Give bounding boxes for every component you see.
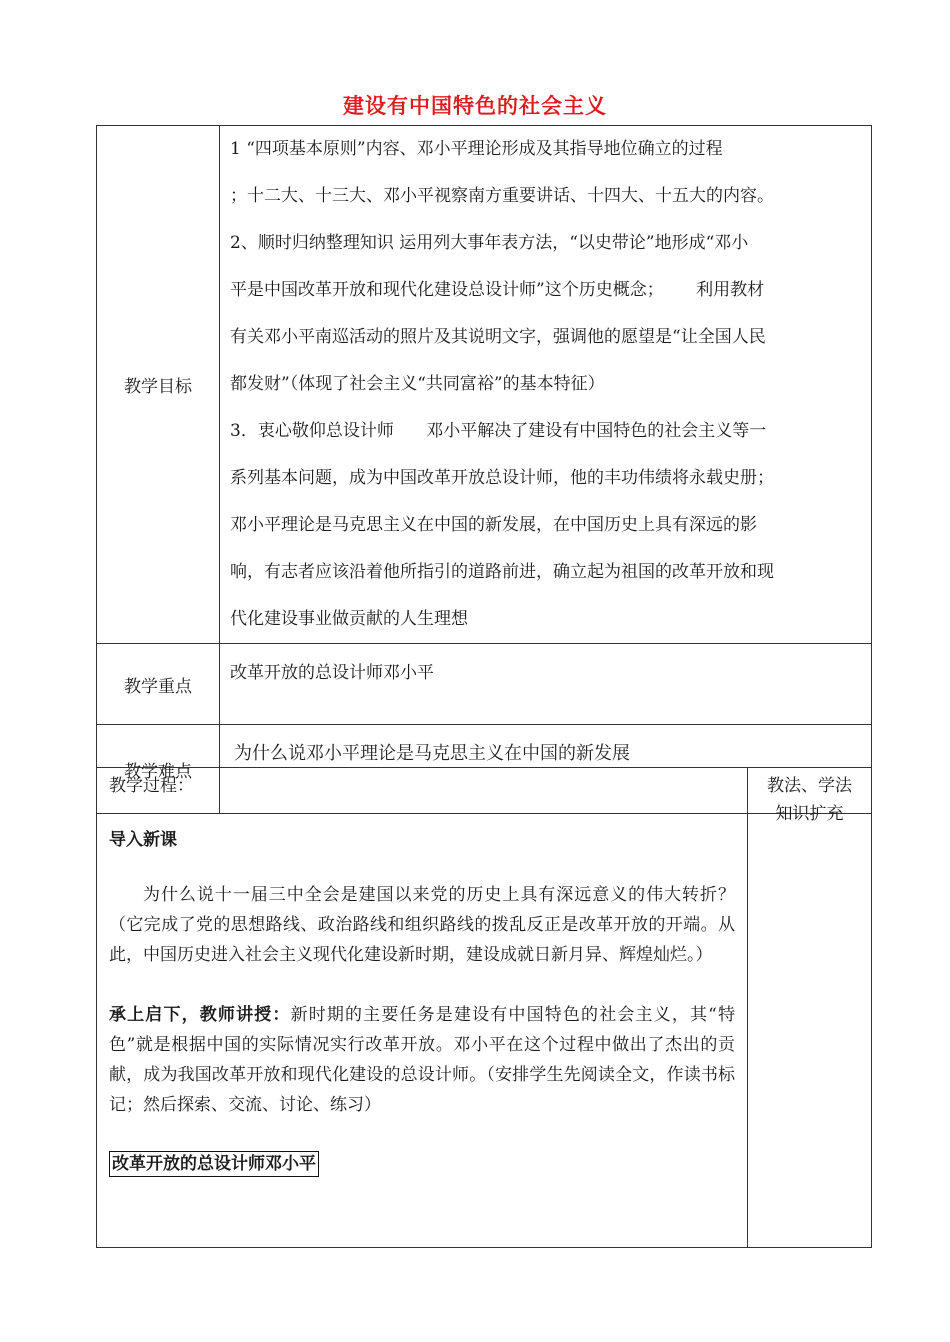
intro-title: 导入新课 [109,830,177,850]
section-title: 改革开放的总设计师邓小平 [109,1151,319,1177]
objectives-table [96,125,872,814]
objectives-line: 平是中国改革开放和现代化建设总设计师”这个历史概念； 利用教材 [230,280,765,300]
objectives-label: 教学目标 [97,126,220,644]
objectives-line: 都发财”（体现了社会主义“共同富裕”的基本特征） [230,374,605,394]
objectives-line: 代化建设事业做贡献的人生理想 [230,609,468,629]
key-point-text: 改革开放的总设计师邓小平 [220,644,872,725]
transition-paragraph [109,1000,735,1120]
intro-paragraph: 为什么说十一届三中全会是建国以来党的历史上具有深远意义的伟大转折？（它完成了党的思想路线、政治路线和组织路线的拨乱反正是改革开放的开端。从此，中国历史进入社会主义现代化建设新时期，建设成就日新月异、辉煌灿烂。） [109,885,735,965]
difficulty-label: 教学难点 [97,725,220,814]
side-line-methods: 教法、学法 [767,776,852,796]
objectives-line: 2、顺时归纳整理知识 运用列大事年表方法，“以史带论”地形成“邓小 [230,233,749,253]
difficulty-text: 为什么说邓小平理论是马克思主义在中国的新发展 [220,725,872,814]
objectives-line: 有关邓小平南巡活动的照片及其说明文字，强调他的愿望是“让全国人民 [230,327,766,347]
objectives-line: ；十二大、十三大、邓小平视察南方重要讲话、十四大、十五大的内容。 [230,186,774,206]
process-heading: 教学过程： [109,776,194,796]
document-title: 建设有中国特色的社会主义 [343,94,607,118]
objectives-line: 响，有志者应该沿着他所指引的道路前进，确立起为祖国的改革开放和现 [230,562,774,582]
objectives-line: 1 “四项基本原则”内容、邓小平理论形成及其指导地位确立的过程 [230,139,723,159]
objectives-line: 邓小平理论是马克思主义在中国的新发展，在中国历史上具有深远的影 [230,515,757,535]
objectives-content [220,126,872,644]
side-column [748,768,872,1248]
transition-text: 新时期的主要任务是建设有中国特色的社会主义，其“特色”就是根据中国的实际情况实行改革开放。邓小平在这个过程中做出了杰出的贡献，成为我国改革开放和现代化建设的总设计师。（安排学生先阅读全文，作读书标记；然后探索、交流、讨论、练习） [109,1005,735,1115]
transition-label: 承上启下，教师讲授： [109,1005,291,1025]
objectives-line: 系列基本问题，成为中国改革开放总设计师，他的丰功伟绩将永载史册； [230,468,774,488]
objectives-line: 3．衷心敬仰总设计师 邓小平解决了建设有中国特色的社会主义等一 [230,421,767,441]
process-cell [97,768,748,1248]
key-point-label: 教学重点 [97,644,220,725]
side-line-knowledge: 知识扩充 [775,804,844,824]
process-table [96,767,872,1248]
